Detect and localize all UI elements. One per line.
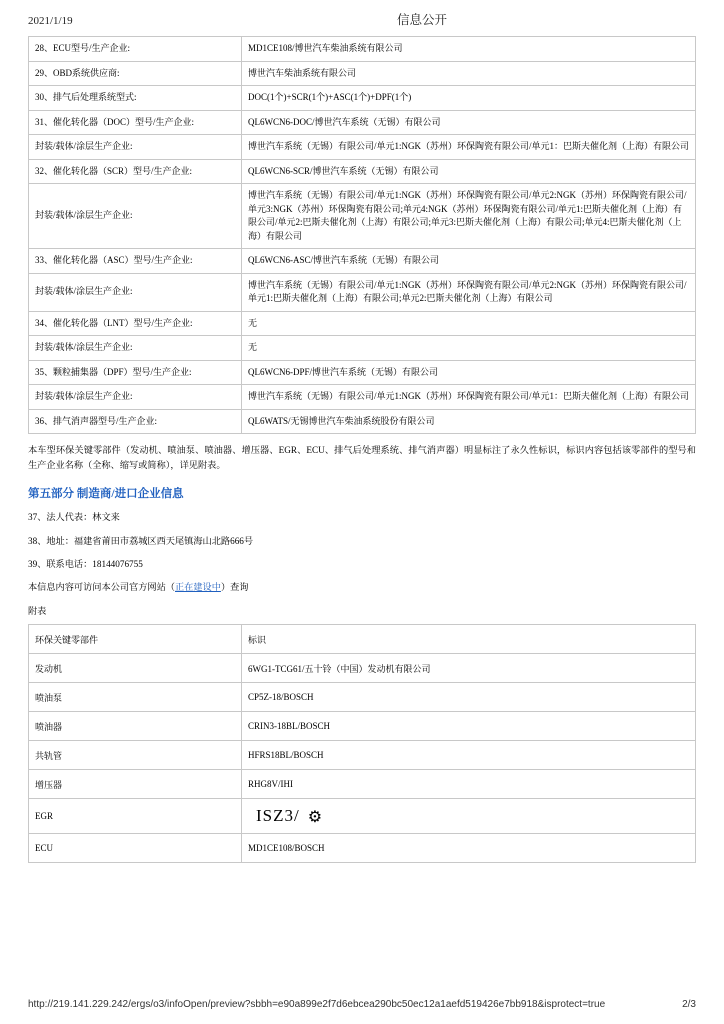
- table-row: [29, 385, 696, 410]
- environment-parts-table: [28, 36, 696, 434]
- row-value: QL6WCN6-ASC/博世汽车系统（无锡）有限公司: [242, 249, 696, 274]
- column-header-part: 环保关键零部件: [29, 625, 242, 654]
- table-row: [29, 683, 696, 712]
- table-row: [29, 61, 696, 86]
- table-row: [29, 110, 696, 135]
- table-row: [29, 249, 696, 274]
- part-name: EGR: [29, 799, 242, 834]
- row-value: QL6WATS/无锡博世汽车柴油系统股份有限公司: [242, 409, 696, 434]
- table-row: [29, 184, 696, 249]
- row-label: 28、ECU型号/生产企业:: [29, 37, 242, 62]
- part-mark: HFRS18BL/BOSCH: [242, 741, 696, 770]
- table-row: [29, 834, 696, 863]
- row-label: 31、催化转化器（DOC）型号/生产企业:: [29, 110, 242, 135]
- row-value: 博世汽车系统（无锡）有限公司/单元1:NGK（苏州）环保陶瓷有限公司/单元2:NGK（苏州）环保陶瓷有限公司/单元3:NGK（苏州）环保陶瓷有限公司;单元4:NGK（苏州）环保陶瓷有限公司/单元1:巴斯夫催化剂（上海）有限公司/单元2:巴斯夫催化剂（上海）有限公司;单元3:巴斯夫催化剂（上海）有限公司;单元4:巴斯夫催化剂（上海）有限公司: [242, 184, 696, 249]
- part-mark: [242, 799, 696, 834]
- table-row: [29, 654, 696, 683]
- row-value: DOC(1个)+SCR(1个)+ASC(1个)+DPF(1个): [242, 86, 696, 111]
- attachment-table: [28, 624, 696, 863]
- row-label: 封装/载体/涂层生产企业:: [29, 273, 242, 311]
- manufacturer-logo-icon: ⚙: [307, 809, 324, 827]
- row-value: 无: [242, 336, 696, 361]
- contact-phone: 39、联系电话：18144076755: [28, 558, 143, 569]
- part-mark: CRIN3-18BL/BOSCH: [242, 712, 696, 741]
- row-label: 30、排气后处理系统型式:: [29, 86, 242, 111]
- part-mark: RHG8V/IHI: [242, 770, 696, 799]
- part-mark: 6WG1-TCG61/五十铃（中国）发动机有限公司: [242, 654, 696, 683]
- website-prefix: 本信息内容可访问本公司官方网站（: [28, 582, 175, 593]
- row-label: 35、颗粒捕集器（DPF）型号/生产企业:: [29, 360, 242, 385]
- table-row: [29, 135, 696, 160]
- row-label: 29、OBD系统供应商:: [29, 61, 242, 86]
- header-title: 信息公开: [396, 13, 447, 27]
- row-label: 封装/载体/涂层生产企业:: [29, 385, 242, 410]
- company-address: 38、地址：福建省莆田市荔城区西天尾镇海山北路666号: [28, 535, 254, 546]
- table-row: [29, 336, 696, 361]
- footer-url: http://219.141.229.242/ergs/o3/infoOpen/preview?sbbh=e90a899e2f7d6ebcea290bc50ec12a1aefd519426e7bb918&isprotect=true: [28, 999, 606, 1010]
- table-row: [29, 273, 696, 311]
- table-row: [29, 37, 696, 62]
- section-title-part5: 第五部分 制造商/进口企业信息: [28, 488, 184, 501]
- row-label: 34、催化转化器（LNT）型号/生产企业:: [29, 311, 242, 336]
- row-label: 封装/载体/涂层生产企业:: [29, 336, 242, 361]
- column-header-mark: 标识: [242, 625, 696, 654]
- row-label: 36、排气消声器型号/生产企业:: [29, 409, 242, 434]
- header-date: 2021/1/19: [28, 15, 73, 27]
- website-line: [28, 580, 696, 594]
- row-label: 封装/载体/涂层生产企业:: [29, 184, 242, 249]
- row-label: 32、催化转化器（SCR）型号/生产企业:: [29, 159, 242, 184]
- table-row: [29, 159, 696, 184]
- row-value: 无: [242, 311, 696, 336]
- part-mark: CP5Z-18/BOSCH: [242, 683, 696, 712]
- website-link[interactable]: 正在建设中: [175, 582, 221, 593]
- row-value: 博世汽车柴油系统有限公司: [242, 61, 696, 86]
- row-value: 博世汽车系统（无锡）有限公司/单元1:NGK（苏州）环保陶瓷有限公司/单元1：巴斯夫催化剂（上海）有限公司: [242, 135, 696, 160]
- row-value: MD1CE108/博世汽车柴油系统有限公司: [242, 37, 696, 62]
- table-header-row: [29, 625, 696, 654]
- footer-page-number: 2/3: [682, 999, 696, 1010]
- part-mark: MD1CE108/BOSCH: [242, 834, 696, 863]
- part-name: 增压器: [29, 770, 242, 799]
- table-row: [29, 311, 696, 336]
- part-name: 喷油器: [29, 712, 242, 741]
- table-row: [29, 770, 696, 799]
- table-row: [29, 360, 696, 385]
- table-row: [29, 86, 696, 111]
- table-row: [29, 741, 696, 770]
- part-name: ECU: [29, 834, 242, 863]
- table-row: [29, 712, 696, 741]
- row-label: 封装/载体/涂层生产企业:: [29, 135, 242, 160]
- attachment-label: 附表: [28, 606, 47, 617]
- table-row: [29, 799, 696, 834]
- marking-note: 本车型环保关键零部件（发动机、喷油泵、喷油器、增压器、EGR、ECU、排气后处理系统、排气消声器）明显标注了永久性标识，标识内容包括该零部件的型号和生产企业名称（全称、缩写或简称），详见附表。: [28, 445, 696, 470]
- row-value: QL6WCN6-DPF/博世汽车系统（无锡）有限公司: [242, 360, 696, 385]
- egr-mark-text: ISZ3/: [256, 806, 300, 826]
- page-footer: [28, 999, 696, 1010]
- row-value: 博世汽车系统（无锡）有限公司/单元1:NGK（苏州）环保陶瓷有限公司/单元2:NGK（苏州）环保陶瓷有限公司/单元1:巴斯夫催化剂（上海）有限公司;单元2:巴斯夫催化剂（上海）有限公司: [242, 273, 696, 311]
- row-label: 33、催化转化器（ASC）型号/生产企业:: [29, 249, 242, 274]
- row-value: QL6WCN6-DOC/博世汽车系统（无锡）有限公司: [242, 110, 696, 135]
- row-value: 博世汽车系统（无锡）有限公司/单元1:NGK（苏州）环保陶瓷有限公司/单元1：巴斯夫催化剂（上海）有限公司: [242, 385, 696, 410]
- website-suffix: ）查询: [220, 582, 249, 593]
- part-name: 共轨管: [29, 741, 242, 770]
- row-value: QL6WCN6-SCR/博世汽车系统（无锡）有限公司: [242, 159, 696, 184]
- page-header: [28, 0, 696, 36]
- table-row: [29, 409, 696, 434]
- legal-representative: 37、法人代表：林文来: [28, 512, 120, 523]
- part-name: 发动机: [29, 654, 242, 683]
- part-name: 喷油泵: [29, 683, 242, 712]
